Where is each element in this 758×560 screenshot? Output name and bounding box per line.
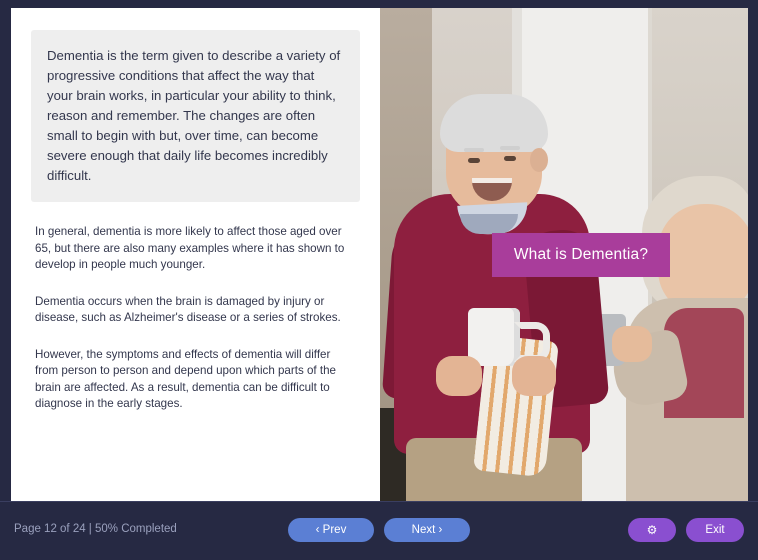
slide-image-pane — [380, 8, 748, 502]
left-rail — [0, 0, 11, 502]
slide-body-text — [31, 224, 360, 413]
prev-button[interactable]: ‹ Prev — [288, 518, 374, 542]
paragraph-3: However, the symptoms and effects of dementia will differ from person to person and depend upon which parts of the brain are affected. As a result, dementia can be difficult to diagnose in the early stages. — [35, 347, 336, 410]
slide-title: What is Dementia? — [513, 246, 649, 263]
man-brow — [464, 148, 484, 152]
highlight-callout — [31, 30, 360, 202]
man-left-hand — [436, 356, 482, 396]
next-button[interactable]: Next › — [384, 518, 470, 542]
man-ear — [530, 148, 548, 172]
settings-button[interactable] — [628, 518, 676, 542]
man-brow — [500, 146, 520, 150]
callout-text: Dementia is the term given to describe a variety of progressive conditions that affect the way that your brain works, in particular your ability to think, reason and remember. The changes are often small to begin with but, over time, can become severe enough that daily life becomes incredibly difficult. — [47, 48, 341, 183]
paragraph-2: Dementia occurs when the brain is damaged by injury or disease, such as Alzheimer's disease or a series of strokes. — [35, 294, 341, 324]
man-eye — [468, 158, 480, 163]
slide-title-badge — [492, 233, 670, 277]
slide-text-pane — [11, 8, 380, 502]
progress-status: Page 12 of 24 | 50% Completed — [14, 523, 177, 535]
actions-group — [628, 518, 744, 542]
slide-stage — [11, 8, 748, 502]
exit-button[interactable]: Exit — [686, 518, 744, 542]
right-rail — [748, 0, 758, 502]
man-right-hand — [512, 356, 556, 396]
player-footer — [0, 501, 758, 560]
navigation-group — [288, 518, 470, 542]
man-eye — [504, 156, 516, 161]
gear-icon: ⚙ — [646, 523, 658, 537]
mug-white — [468, 308, 520, 366]
paragraph-1: In general, dementia is more likely to affect those aged over 65, but there are also many examples where it has shown to develop in people much younger. — [35, 225, 345, 271]
man-hair — [440, 94, 548, 152]
woman-hand — [612, 326, 652, 362]
